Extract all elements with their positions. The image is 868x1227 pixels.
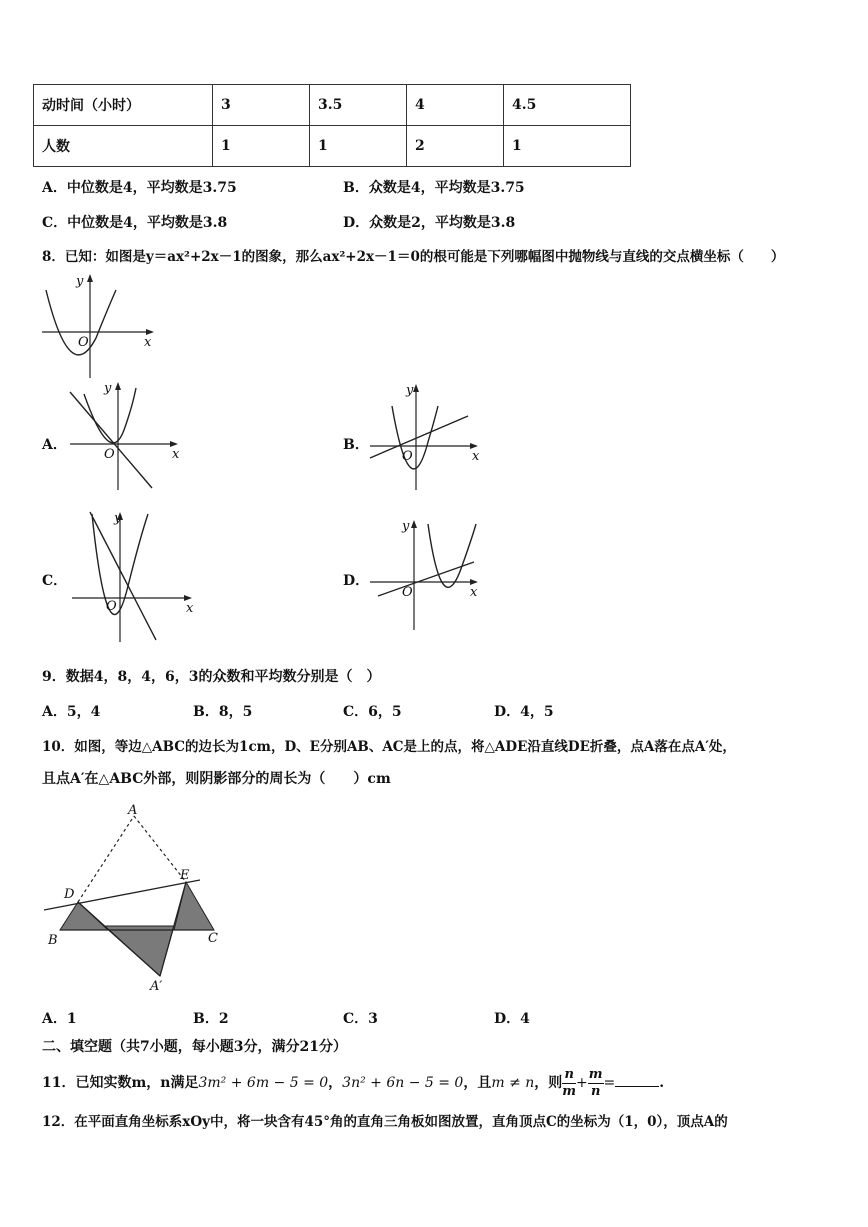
q8-graph-d [366,514,491,632]
time-table [33,84,631,167]
label-a-prime: A′ [150,979,163,994]
q10-triangle-figure [40,802,230,994]
y-arrow-icon [411,520,417,528]
line [378,562,474,596]
q11-eq2: 3n² + 6n − 5 = 0 [342,1075,464,1091]
label-b: B [48,933,58,948]
q11-sep2: ，且 [463,1075,492,1091]
frac-num: n [562,1067,576,1084]
q10-line1: 10．如图，等边△ABC的边长为1cm，D、E分别AB、AC是上的点，将△ADE沿直线DE折叠，点A落在点A′处， [42,739,736,755]
y-arrow-icon [87,274,93,282]
x-label: x [144,335,152,350]
section-2-heading: 二、填空题（共7小题，每小题3分，满分21分） [42,1039,347,1055]
q8-graph-b [366,378,491,493]
q11-end: . [659,1075,665,1091]
table-cell: 1 [504,126,631,167]
q7-option-d: D．众数是2，平均数是3.8 [343,215,516,231]
frac-den: n [590,1083,601,1099]
label-c: C [208,931,218,946]
table-cell: 3 [213,85,310,126]
origin-label: O [78,335,89,350]
q10-option-a: A．1 [42,1011,77,1027]
q7-option-b: B．众数是4，平均数是3.75 [343,180,525,196]
label-e: E [180,868,190,883]
q7-option-c: C．中位数是4，平均数是3.8 [42,215,228,231]
table-cell: 1 [310,126,407,167]
q11-then: ，则 [534,1075,563,1091]
table-row [34,126,631,167]
dashed-ae [134,816,186,882]
q11-prefix: 11．已知实数m，n满足 [42,1075,199,1091]
x-label: x [472,449,480,464]
q12-stem: 12．在平面直角坐标系xOy中，将一块含有45°角的直角三角板如图放置，直角顶点C的坐标为（1，0），顶点A的 [42,1114,728,1130]
q11-eq1: 3m² + 6m − 5 = 0 [198,1075,329,1091]
answer-blank[interactable] [615,1074,659,1087]
q7-option-a: A．中位数是4，平均数是3.75 [42,180,237,196]
table-cell: 2 [407,126,504,167]
fraction-n-over-m [562,1067,576,1100]
x-label: x [186,601,194,616]
table-row [34,85,631,126]
y-arrow-icon [413,384,419,392]
q11 [42,1066,664,1100]
q10-option-d: D．4 [494,1011,530,1027]
q8-option-c: C． [42,573,68,589]
label-d: D [64,887,75,902]
table-cell: 3.5 [310,85,407,126]
frac-den: m [562,1083,577,1099]
q10-option-c: C．3 [343,1011,378,1027]
line [70,392,152,488]
origin-label: O [402,449,413,464]
q8-graph-a [62,378,187,493]
q8-option-b: B． [343,437,369,453]
q9-stem: 9．数据4，8，4，6，3的众数和平均数分别是（ ） [42,669,381,685]
label-a: A [128,803,138,818]
q10-line2: 且点A′在△ABC外部，则阴影部分的周长为（ ）cm [42,771,391,787]
line [370,416,468,458]
q9-option-c: C．6，5 [343,704,402,720]
q9-option-b: B．8，5 [193,704,253,720]
table-cell: 4 [407,85,504,126]
x-label: x [470,585,478,600]
table-cell: 1 [213,126,310,167]
table-cell: 动时间（小时） [34,85,213,126]
q11-sep1: ， [328,1075,343,1091]
dashed-ad [78,816,134,902]
q8-stem: 8．已知：如图是y＝ax²+2x－1的图象，那么ax²+2x－1＝0的根可能是下列哪幅图中抛物线与直线的交点横坐标（ ） [42,249,785,265]
equals-sign: = [603,1075,616,1091]
y-label: y [406,383,414,398]
origin-label: O [402,585,413,600]
y-label: y [104,381,112,396]
q8-main-graph [38,268,158,380]
y-label: y [114,511,122,526]
fraction-m-over-n [588,1067,604,1100]
table-cell: 4.5 [504,85,631,126]
q8-graph-c [66,508,200,648]
origin-label: O [106,599,117,614]
q9-option-a: A．5，4 [42,704,101,720]
x-label: x [172,447,180,462]
table-cell: 人数 [34,126,213,167]
parabola [84,388,136,443]
plus-sign: + [576,1075,588,1091]
y-label: y [402,519,410,534]
parabola [428,524,476,587]
q10-option-b: B．2 [193,1011,229,1027]
q9-option-d: D．4，5 [494,704,554,720]
q8-option-a: A． [42,437,67,453]
parabola [392,406,438,469]
origin-label: O [104,447,115,462]
y-arrow-icon [115,382,121,390]
q11-condition: m ≠ n [491,1075,535,1091]
frac-num: m [588,1066,603,1082]
shaded-middle [104,926,174,976]
q8-option-d: D． [343,573,370,589]
y-label: y [76,274,84,289]
